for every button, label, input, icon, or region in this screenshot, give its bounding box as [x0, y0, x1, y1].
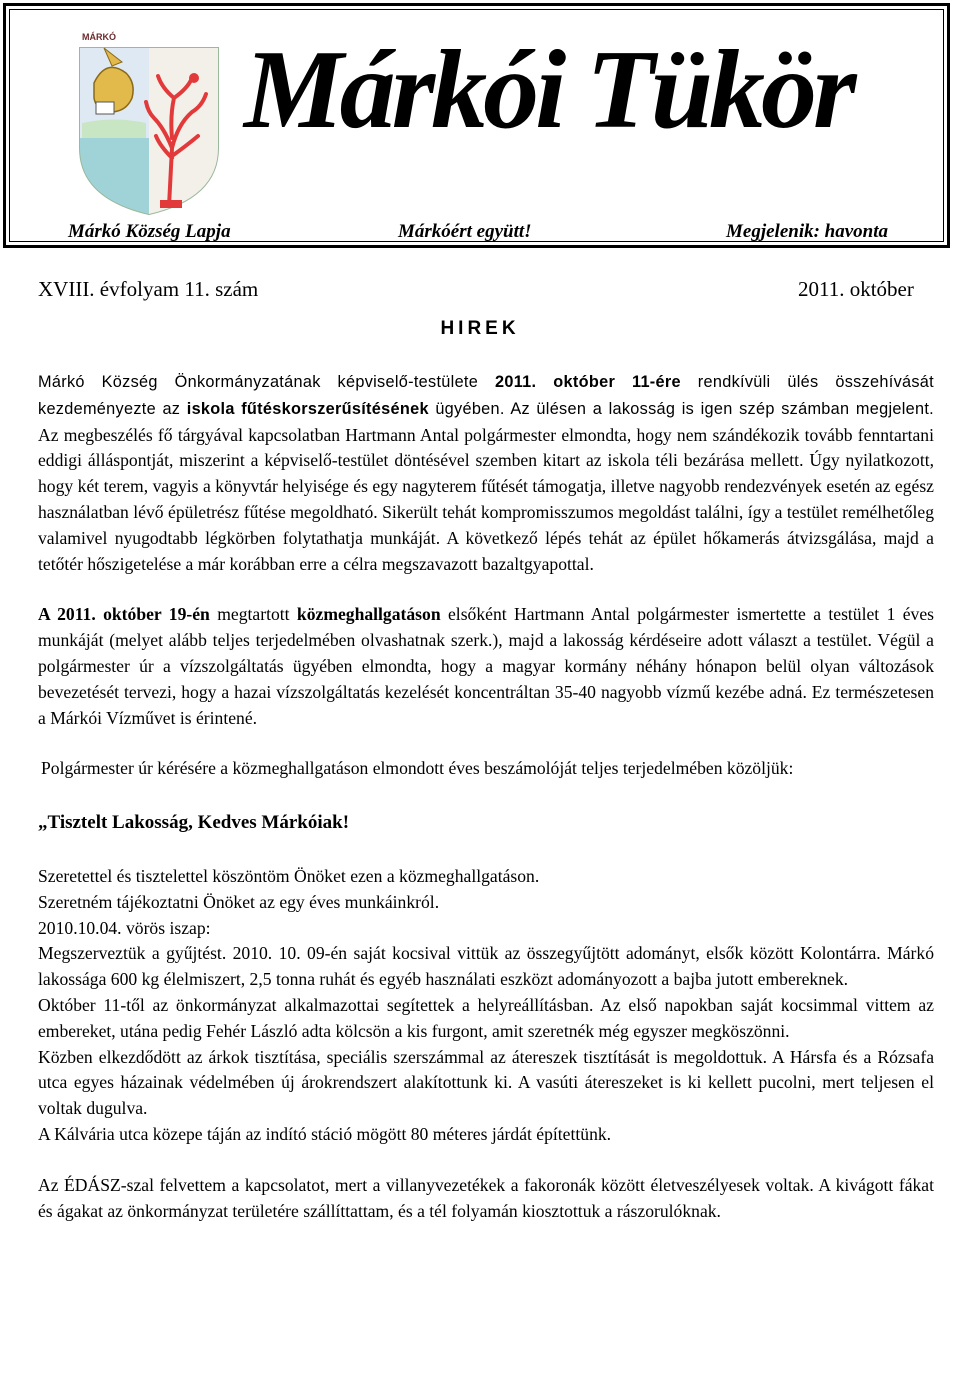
spacer: [38, 731, 934, 756]
subtitle-left: Márkó Község Lapja: [68, 221, 231, 242]
coat-of-arms-icon: [74, 28, 224, 218]
report-line: Október 11-től az önkormányzat alkalmazottai segítettek a helyreállításban. Az első napokban saját kocsimmal vittem az embereket, utána pedig Fehér László adta kölcsön a kis furgont, amit szeretnék még egyszer megköszönni.: [38, 994, 934, 1041]
spacer: [38, 782, 934, 810]
spacer: [38, 577, 934, 602]
spacer: [38, 836, 934, 864]
paragraph-3: Polgármester úr kérésére a közmeghallgatáson elmondott éves beszámolóját teljes terjedelmében közöljük:: [41, 758, 794, 779]
report-line: Szeretettel és tisztelettel köszöntöm Önöket ezen a közmeghallgatáson.: [38, 865, 540, 886]
paragraph-2: A 2011. október 19-én megtartott közmeghallgatáson elsőként Hartmann Antal polgármester ismertette a testület 1 éves munkáját (melyet alább teljes terjedelmében olvashatnak szerk.), majd a lakosság kérdéseire adott választ a testület. Végül a polgármester úr a vízszolgáltatás ügyében elmondta, hogy a magyar kormány néhány hónapon belül olyan változások bevezetését tervezi, hogy a hazai vízszolgáltatás kezelését koncentráltan 35-40 nagyobb vízmű kezébe adná. Ez természetesen a Márkói Vízművet is érintené.: [38, 604, 935, 728]
paragraph-1: Márkó Község Önkormányzatának képviselő-testülete 2011. október 11-ére rendkívüli ülés összehívását kezdeményezte az iskola fűtéskorszerűsítésének ügyében. Az ülésen a lakosság is igen szép számban megjelent. Az megbeszélés fő tárgyával kapcsolatban Hartmann Antal polgármester elmondta, hogy nem szándékozik tovább fenntartani eddigi álláspontját, miszerint a képviselő-testület döntésével szemben kitart az iskola téli bezárása mellett. Úgy nyilatkozott, hogy két terem, vagyis a könyvtár helyisége és egy nagyterem fűtését támogatja, illetve nagyobb rendezvények esetén az egész használatban lévő épületrész fűtése megoldható. Sikerült tehát kompromisszumos megoldást találni, így a testület remélhetőleg valamivel nyugodtabb légkörben folytathatja munkáját. A következő lépés tehát az épület hőkamerás átvizsgálása, majd a tetőtér hőszigetelése a már korábban erre a célra megszavazott bazaltgyapottal.: [38, 373, 934, 574]
newspaper-title: Márkói Tükör: [244, 28, 853, 152]
report-line: A Kálvária utca közepe táján az indító stáció mögött 80 méteres járdát építettünk.: [38, 1123, 612, 1144]
issue-volume: XVIII. évfolyam 11. szám: [38, 277, 259, 301]
report-line: Megszerveztük a gyűjtést. 2010. 10. 09-én saját kocsival vittük az összegyűjtött adományt, elsők között Kolontárra. Márkó lakossága 600 kg élelmiszert, 2,5 tonna ruhát és egyéb használati eszközt adományozott a bajba jutott embereknek.: [38, 943, 934, 990]
masthead: [3, 3, 950, 248]
report-line: Szeretném tájékoztatni Önöket az egy éves munkáinkról.: [38, 891, 440, 912]
subtitle-center: Márkóért együtt!: [398, 221, 532, 242]
article-body: [38, 369, 934, 1224]
spacer: [38, 1148, 934, 1173]
subtitle-right: Megjelenik: havonta: [726, 221, 889, 242]
report-line: Közben elkezdődött az árkok tisztítása, speciális szerszámmal az átereszek tisztítását is megoldottuk. A Hársfa és a Rózsafa utca egyes házainak védelmében új árokrendszert alakítottunk ki. A vasúti átereszeket is ki kellett pucolni, mert teljesen el voltak dugulva.: [38, 1046, 934, 1119]
report-line: 2010.10.04. vörös iszap:: [38, 917, 211, 938]
section-title: HIREK: [440, 318, 520, 339]
issue-date: 2011. október: [798, 277, 914, 301]
paragraph-last: Az ÉDÁSZ-szal felvettem a kapcsolatot, mert a villanyvezetékek a fakoronák között életveszélyesek voltak. A kivágott fákat és ágakat az önkormányzat területére szállíttattam, és a tél folyamán kiosztottuk a rászorulóknak.: [38, 1174, 934, 1221]
greeting: „Tisztelt Lakosság, Kedves Márkóiak!: [38, 812, 350, 834]
crest-label: MÁRKÓ: [82, 32, 116, 42]
